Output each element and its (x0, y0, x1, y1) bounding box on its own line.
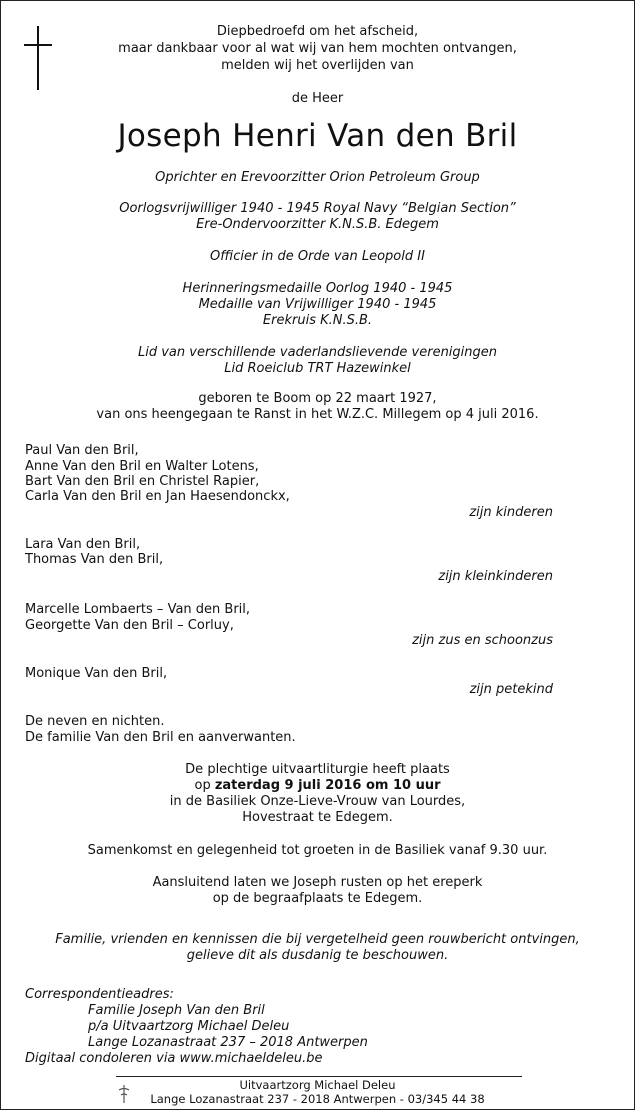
child-3: Bart Van den Bril en Christel Rapier, (25, 474, 260, 489)
intro-line-3: melden wij het overlijden van (221, 58, 414, 73)
title-medal-2: Medaille van Vrijwilliger 1940 - 1945 (198, 297, 437, 312)
intro-line-2: maar dankbaar voor al wat wij van hem mochten ontvangen, (118, 41, 517, 56)
title-medal-1: Herinneringsmedaille Oorlog 1940 - 1945 (182, 281, 453, 296)
child-2: Anne Van den Bril en Walter Lotens, (25, 459, 259, 474)
birth-line: geboren te Boom op 22 maart 1927, (198, 391, 437, 406)
title-member-2: Lid Roeiclub TRT Hazewinkel (224, 361, 411, 376)
footer-address: Lange Lozanastraat 237 - 2018 Antwerpen - 03/345 44 38 (150, 1092, 485, 1106)
sisters-label: zijn zus en schoonzus (412, 633, 553, 648)
title-order: Officier in de Orde van Leopold II (210, 249, 425, 264)
online-condolence: Digitaal condoleren via www.michaeldeleu.be (25, 1051, 323, 1066)
correspondence-label: Correspondentieadres: (25, 987, 174, 1002)
title-founder: Oprichter en Erevoorzitter Orion Petroleum Group (155, 170, 480, 185)
gathering-line: Samenkomst en gelegenheid tot groeten in de Basiliek vanaf 9.30 uur. (87, 843, 548, 858)
sister-1: Marcelle Lombaerts – Van den Bril, (25, 602, 251, 617)
extended-family-1: De neven en nichten. (25, 714, 165, 729)
footer-company: Uitvaartzorg Michael Deleu (239, 1078, 396, 1092)
funeral-date: zaterdag 9 juli 2016 om 10 uur (214, 778, 441, 793)
godchild-label: zijn petekind (469, 682, 553, 697)
sister-2: Georgette Van den Bril – Corluy, (25, 618, 234, 633)
salutation: de Heer (291, 91, 344, 106)
children-label: zijn kinderen (469, 505, 553, 520)
correspondence-line-1: Familie Joseph Van den Bril (88, 1003, 265, 1018)
title-member-1: Lid van verschillende vaderlandslievende verenigingen (137, 345, 498, 360)
extended-family-2: De familie Van den Bril en aanverwanten. (25, 730, 296, 745)
child-1: Paul Van den Bril, (25, 443, 139, 458)
grandchildren-label: zijn kleinkinderen (438, 569, 553, 584)
intro-line-1: Diepbedroefd om het afscheid, (216, 24, 419, 39)
correspondence-line-3: Lange Lozanastraat 237 – 2018 Antwerpen (88, 1035, 368, 1050)
grandchild-1: Lara Van den Bril, (25, 537, 141, 552)
footer-divider (116, 1076, 522, 1077)
burial-line-2: op de begraafplaats te Edegem. (212, 891, 423, 906)
death-line: van ons heengegaan te Ranst in het W.Z.C. Millegem op 4 juli 2016. (96, 407, 539, 422)
funeral-line-2 (0, 778, 635, 794)
title-war-2: Ere-Ondervoorzitter K.N.S.B. Edegem (196, 217, 439, 232)
funeral-line-1: De plechtige uitvaartliturgie heeft plaats (185, 762, 450, 777)
grandchild-2: Thomas Van den Bril, (25, 552, 164, 567)
child-4: Carla Van den Bril en Jan Haesendonckx, (25, 489, 290, 504)
funeral-line-3: in de Basiliek Onze-Lieve-Vrouw van Lourdes, (169, 794, 466, 809)
title-war-1: Oorlogsvrijwilliger 1940 - 1945 Royal Navy “Belgian Section” (119, 201, 516, 216)
correspondence-line-2: p/a Uitvaartzorg Michael Deleu (88, 1019, 290, 1034)
deceased-name: Joseph Henri Van den Bril (117, 118, 518, 154)
notice-line-1: Familie, vrienden en kennissen die bij vergetelheid geen rouwbericht ontvingen, (55, 932, 580, 947)
funeral-date-prefix: op (194, 778, 215, 793)
burial-line-1: Aansluitend laten we Joseph rusten op het ereperk (152, 875, 483, 890)
title-medal-3: Erekruis K.N.S.B. (262, 313, 373, 328)
godchild: Monique Van den Bril, (25, 666, 168, 681)
notice-line-2: gelieve dit als dusdanig te beschouwen. (186, 948, 449, 963)
funeral-line-4: Hovestraat te Edegem. (242, 810, 393, 825)
